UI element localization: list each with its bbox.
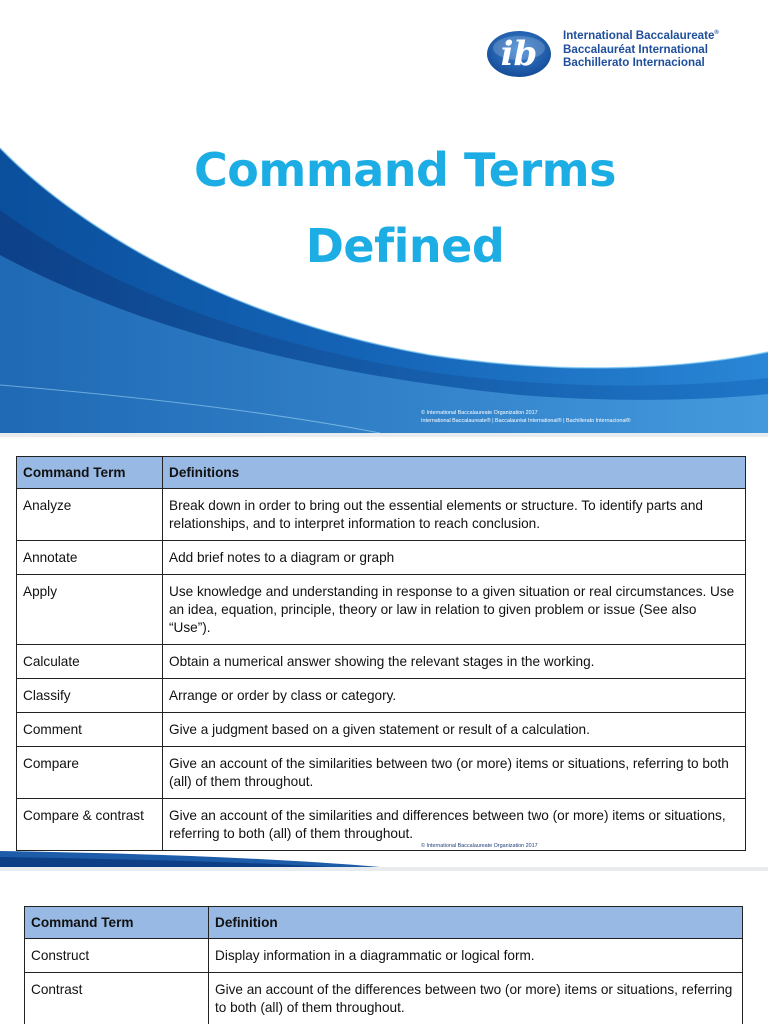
ib-logo-text: ib <box>500 34 538 74</box>
column-header-term: Command Term <box>25 907 209 939</box>
command-terms-table <box>16 456 746 851</box>
table-row <box>25 973 743 1024</box>
copyright-notice <box>421 410 631 425</box>
column-header-definition: Definition <box>209 907 743 939</box>
term-cell: Apply <box>17 575 163 645</box>
page-title <box>0 132 768 284</box>
definition-cell: Give a judgment based on a given statement or result of a calculation. <box>163 713 746 747</box>
ib-logo-icon <box>486 27 552 79</box>
definition-cell: Display information in a diagrammatic or logical form. <box>209 939 743 973</box>
definition-cell: Obtain a numerical answer showing the relevant stages in the working. <box>163 645 746 679</box>
table-slide-1 <box>0 437 768 867</box>
copyright-notice: © International Baccalaureate Organization 2017 <box>421 843 538 849</box>
org-name-english: International Baccalaureate® <box>563 29 719 42</box>
definition-cell: Give an account of the similarities and differences between two (or more) items or situations, referring to both (all) of them throughout. <box>163 799 746 851</box>
table-row <box>17 679 746 713</box>
definition-cell: Give an account of the differences between two (or more) items or situations, referring to both (all) of them throughout. <box>209 973 743 1024</box>
term-cell: Construct <box>25 939 209 973</box>
org-name-french: Baccalauréat International <box>563 42 708 56</box>
title-line-2: Defined <box>305 219 505 273</box>
table-slide-2 <box>0 871 768 1024</box>
title-line-1: Command Terms <box>194 143 616 197</box>
org-name-spanish: Bachillerato Internacional <box>563 56 705 70</box>
copyright-line-2: International Baccalaureate® | Baccalauréat International® | Bachillerato Internacional® <box>421 417 631 424</box>
title-slide <box>0 0 768 433</box>
table-row <box>17 575 746 645</box>
table-header-row <box>17 457 746 489</box>
definition-cell: Use knowledge and understanding in response to a given situation or real circumstances. Use an idea, equation, principle, theory or law in relation to given problem or issue (See also “Use”). <box>163 575 746 645</box>
term-cell: Comment <box>17 713 163 747</box>
definition-cell: Break down in order to bring out the essential elements or structure. To identify parts and relationships, and to interpret information to reach conclusion. <box>163 489 746 541</box>
copyright-line-1: © International Baccalaureate Organization 2017 <box>421 410 538 416</box>
definition-cell: Add brief notes to a diagram or graph <box>163 541 746 575</box>
term-cell: Compare & contrast <box>17 799 163 851</box>
term-cell: Compare <box>17 747 163 799</box>
term-cell: Annotate <box>17 541 163 575</box>
term-cell: Analyze <box>17 489 163 541</box>
term-cell: Contrast <box>25 973 209 1024</box>
table-row <box>17 541 746 575</box>
table-row <box>17 713 746 747</box>
column-header-term: Command Term <box>17 457 163 489</box>
table-row <box>17 799 746 851</box>
ib-organization-names <box>563 29 719 70</box>
command-terms-table <box>24 906 743 1024</box>
table-row <box>17 645 746 679</box>
table-row <box>17 489 746 541</box>
term-cell: Calculate <box>17 645 163 679</box>
table-header-row <box>25 907 743 939</box>
table-row <box>25 939 743 973</box>
column-header-definition: Definitions <box>163 457 746 489</box>
definition-cell: Arrange or order by class or category. <box>163 679 746 713</box>
table-row <box>17 747 746 799</box>
term-cell: Classify <box>17 679 163 713</box>
definition-cell: Give an account of the similarities between two (or more) items or situations, referring to both (all) of them throughout. <box>163 747 746 799</box>
